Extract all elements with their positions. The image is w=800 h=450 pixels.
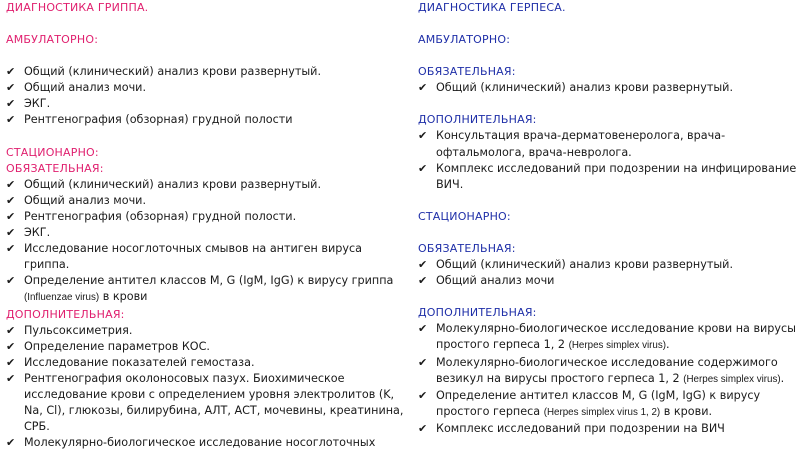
herpes-outpatient-mandatory-heading: ОБЯЗАТЕЛЬНАЯ:: [418, 65, 516, 79]
flu-diagnostics-column: [6, 0, 404, 450]
herpes-outpatient-additional-heading: ДОПОЛНИТЕЛЬНАЯ:: [418, 113, 537, 127]
list-item: ✔ Общий (клинический) анализ крови развернутый.: [418, 257, 800, 273]
check-icon: ✔: [6, 242, 16, 256]
flu-title: ДИАГНОСТИКА ГРИППА.: [6, 1, 149, 14]
list-item: ✔ Общий анализ мочи.: [6, 193, 404, 209]
flu-additional-list: [6, 323, 404, 450]
herpes-inpatient-additional-list: [418, 321, 800, 437]
list-item: ✔ Исследование показателей гемостаза.: [6, 355, 404, 371]
flu-outpatient-heading: АМБУЛАТОРНО:: [6, 33, 99, 47]
check-icon: ✔: [6, 371, 16, 385]
herpes-inpatient-heading: СТАЦИОНАРНО:: [418, 209, 511, 223]
check-icon: ✔: [6, 113, 16, 127]
list-item: ✔ Консультация врача-дерматовенеролога, врача-офтальмолога, врача-невролога.: [418, 129, 726, 159]
check-icon: ✔: [6, 355, 16, 369]
check-icon: ✔: [418, 421, 428, 435]
check-icon: ✔: [6, 81, 16, 95]
list-item: ✔ Рентгенография околоносовых пазух. Биохимическое исследование крови с определением уровня электролитов (K, Na, Cl), глюкозы, билирубина, АЛТ, АСТ, мочевины, креатинина, СРБ.: [6, 371, 404, 434]
flu-inpatient-heading: СТАЦИОНАРНО:: [6, 145, 99, 159]
list-item: ✔ Комплекс исследований при подозрении на инфицирование ВИЧ.: [418, 161, 797, 191]
list-item: ✔ ЭКГ.: [6, 96, 404, 112]
list-item: ✔ Исследование носоглоточных смывов на антиген вируса гриппа.: [6, 242, 363, 272]
list-item: ✔ Общий (клинический) анализ крови развернутый.: [6, 64, 404, 80]
list-item: ✔ Молекулярно-биологическое исследование носоглоточных: [6, 435, 404, 450]
list-item: ✔ ЭКГ.: [6, 225, 404, 241]
check-icon: ✔: [6, 339, 16, 353]
check-icon: ✔: [6, 274, 16, 288]
check-icon: ✔: [418, 161, 428, 175]
check-icon: ✔: [6, 323, 16, 337]
list-item: ✔ Рентгенография (обзорная) грудной полости: [6, 112, 404, 128]
flu-outpatient-list: [6, 64, 404, 128]
list-item: ✔ Пульсоксиметрия.: [6, 323, 404, 339]
check-icon: ✔: [6, 193, 16, 207]
check-icon: ✔: [418, 274, 428, 288]
list-item: ✔ Молекулярно-биологическое исследование содержимого везикул на вирусы простого герпеса 1, 2 (Herpes simplex virus).: [418, 355, 785, 385]
check-icon: ✔: [6, 177, 16, 191]
herpes-title: ДИАГНОСТИКА ГЕРПЕСА.: [418, 1, 566, 14]
herpes-diagnostics-column: [418, 0, 800, 450]
list-item: ✔ Общий (клинический) анализ крови развернутый.: [6, 177, 404, 193]
herpes-outpatient-heading: АМБУЛАТОРНО:: [418, 33, 511, 47]
list-item: ✔ Определение антител классов M, G (IgM, IgG) к вирусу гриппа (Influenzae virus) в крови: [6, 274, 394, 304]
list-item: ✔ Комплекс исследований при подозрении на ВИЧ: [418, 421, 800, 437]
flu-mandatory-heading: ОБЯЗАТЕЛЬНАЯ:: [6, 161, 104, 175]
check-icon: ✔: [6, 209, 16, 223]
herpes-inpatient-mandatory-list: [418, 257, 800, 289]
flu-additional-heading: ДОПОЛНИТЕЛЬНАЯ:: [6, 307, 125, 321]
list-item: ✔ Общий анализ мочи: [418, 273, 800, 289]
check-icon: ✔: [6, 65, 16, 79]
check-icon: ✔: [6, 436, 16, 450]
flu-mandatory-list: [6, 177, 404, 307]
list-item: ✔ Молекулярно-биологическое исследование крови на вирусы простого герпеса 1, 2 (Herpes simplex virus).: [418, 322, 797, 352]
list-item: ✔ Определение антител классов M, G (IgM, IgG) к вирусу простого герпеса (Herpes simplex virus 1, 2) в крови.: [418, 388, 761, 418]
check-icon: ✔: [418, 81, 428, 95]
list-item: ✔ Общий анализ мочи.: [6, 80, 404, 96]
list-item: ✔ Общий (клинический) анализ крови развернутый.: [418, 80, 800, 96]
check-icon: ✔: [6, 97, 16, 111]
check-icon: ✔: [418, 355, 428, 369]
check-icon: ✔: [418, 322, 428, 336]
check-icon: ✔: [418, 258, 428, 272]
herpes-inpatient-mandatory-heading: ОБЯЗАТЕЛЬНАЯ:: [418, 241, 516, 255]
check-icon: ✔: [6, 226, 16, 240]
check-icon: ✔: [418, 388, 428, 402]
herpes-inpatient-additional-heading: ДОПОЛНИТЕЛЬНАЯ:: [418, 306, 537, 320]
list-item: ✔ Определение параметров КОС.: [6, 339, 404, 355]
check-icon: ✔: [418, 129, 428, 143]
herpes-outpatient-mandatory-list: [418, 80, 800, 96]
list-item: ✔ Рентгенография (обзорная) грудной полости.: [6, 209, 404, 225]
herpes-outpatient-additional-list: [418, 128, 800, 192]
